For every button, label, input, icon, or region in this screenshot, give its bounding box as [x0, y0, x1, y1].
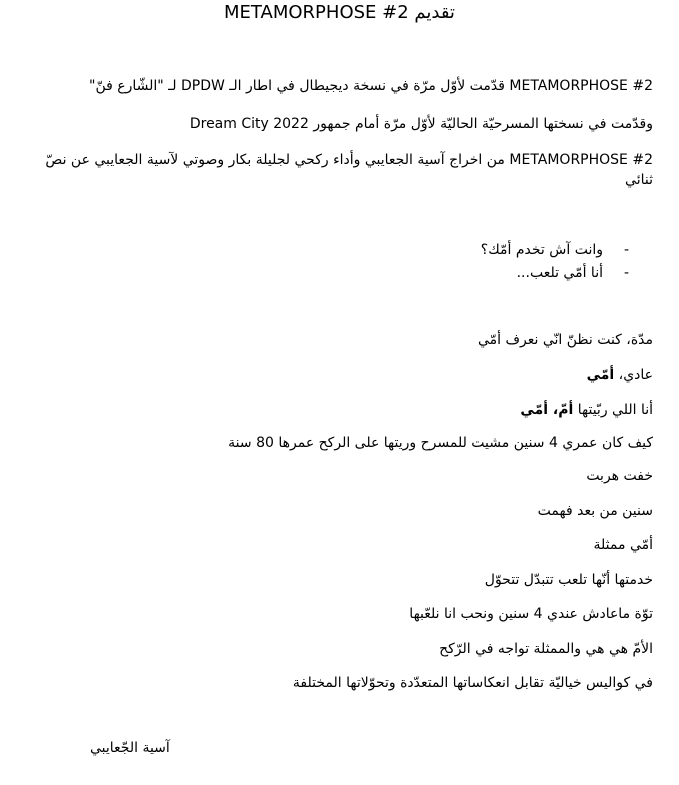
intro-paragraph-3: METAMORPHOSE #2 من اخراج آسية الجعايبي وأداء ركحي لجليلة بكار وصوتي لآسية الجعايبي عن نصّ ثنائي	[45, 152, 653, 188]
poem-line: كيف كان عمري 4 سنين مشيت للمسرح وريتها على الركح عمرها 80 سنة	[228, 435, 653, 451]
poem-line	[587, 365, 653, 385]
intro-paragraph-1: METAMORPHOSE #2 قدّمت لأوّل مرّة في نسخة ديجيطال في اطار الـ DPDW لـ "الشّارع فنّ"	[89, 78, 653, 94]
poem-text: عادي،	[614, 367, 653, 383]
dialog-line: أنا أمّي تلعب...	[516, 265, 603, 281]
poem-emphasis: أمّي	[586, 367, 615, 383]
poem-line: مدّة، كنت نظنّ انّي نعرف أمّي	[477, 332, 653, 348]
poem-emphasis: أمّ	[558, 402, 574, 418]
dialog-line: وانت آش تخدم أمّك؟	[480, 242, 603, 258]
poem-line: خدمتها أنّها تلعب تتبدّل تتحوّل	[484, 572, 653, 588]
poem-line: في كواليس خياليّة تقابل انعكاساتها المتعدّدة وتحوّلاتها المختلفة	[292, 675, 653, 691]
poem-text: أنا اللي ربّيتها	[573, 402, 653, 418]
poem-line: سنين من بعد فهمت	[537, 503, 653, 519]
poem-line	[520, 400, 653, 420]
poem-emphasis: أمّي	[520, 402, 549, 418]
poem-punctuation: ،	[548, 402, 559, 418]
list-bullet: -	[623, 242, 629, 258]
intro-paragraph-2: وقدّمت في نسختها المسرحيّة الحاليّة لأوّل مرّة أمام جمهور Dream City 2022	[189, 116, 653, 132]
poem-line: خفت هربت	[586, 468, 653, 484]
poem-line: توّة ماعادش عندي 4 سنين ونحب انا نلعّبها	[409, 606, 653, 622]
poem-line: أمّي ممثلة	[593, 537, 653, 553]
page-title: METAMORPHOSE #2 تقديم	[224, 2, 455, 23]
signature: آسية الجّعايبي	[90, 740, 170, 756]
poem-line: الأمّ هي هي والممثلة تواجه في الرّكح	[439, 641, 653, 657]
list-bullet: -	[623, 265, 629, 281]
